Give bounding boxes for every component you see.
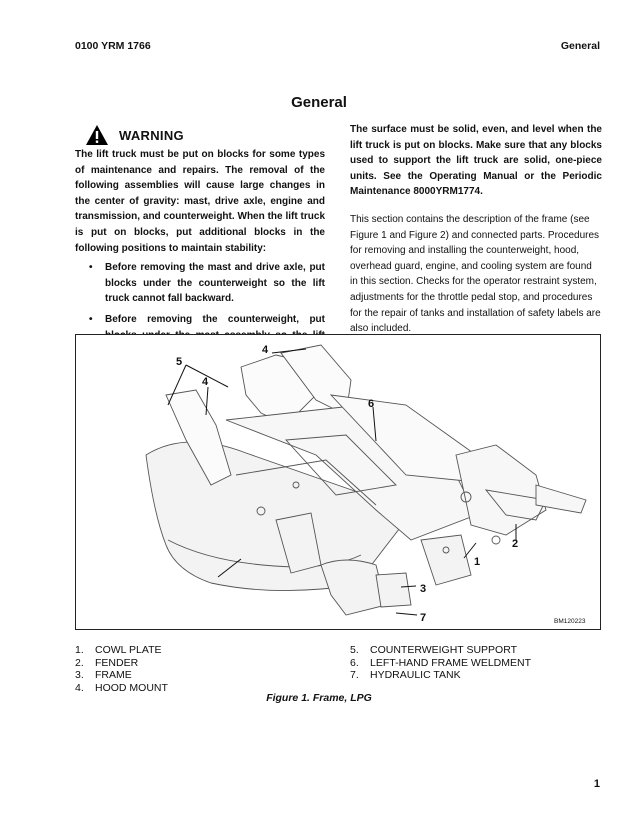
page-number: 1: [593, 778, 600, 790]
section-header: General: [560, 40, 600, 52]
legend-num: 3.: [75, 669, 84, 681]
callout-label: 3: [420, 583, 427, 595]
legend-label: HOOD MOUNT: [95, 681, 168, 694]
legend-label: HYDRAULIC TANK: [370, 669, 461, 681]
legend-item: [75, 669, 168, 682]
left-column: [75, 123, 325, 364]
legend-num: 7.: [350, 669, 359, 681]
right-column: [350, 122, 602, 337]
legend-num: 2.: [75, 656, 84, 669]
legend-item: [75, 644, 168, 657]
surface-warning-text: The surface must be solid, even, and level when the lift truck is put on blocks. Make sure that any blocks used to support the lift truck are solid, one-piece units. See the Operating Manual or the Periodic Maintenance 8000YRM1774.: [350, 124, 602, 198]
warning-icon: [85, 124, 109, 146]
legend-label: COWL PLATE: [95, 644, 162, 656]
callout-label: 2: [512, 538, 519, 550]
frame-drawing: [76, 335, 599, 628]
page-title: General: [291, 94, 347, 111]
legend-label: FRAME: [95, 669, 132, 681]
warning-heading: [85, 123, 325, 147]
legend-num: 6.: [350, 656, 359, 669]
callout-label: 5: [176, 356, 183, 368]
legend-num: 1.: [75, 644, 84, 656]
legend-item: [350, 669, 531, 682]
drawing-id: BM120223: [554, 618, 586, 625]
callout-label: 4: [202, 376, 209, 388]
frame-illustration: [75, 334, 601, 630]
document-code: 0100 YRM 1766: [75, 40, 151, 52]
callout-label: 1: [474, 556, 481, 568]
legend-item: [75, 657, 168, 670]
warning-bullet: • Before removing the counterweight, put: [75, 312, 325, 359]
legend-item: [350, 657, 531, 670]
legend-label: COUNTERWEIGHT SUPPORT: [370, 644, 518, 656]
legend-num: 5.: [350, 644, 359, 656]
warning-label: WARNING: [119, 127, 184, 143]
legend-left: [75, 644, 168, 694]
warning-text: The lift truck must be put on blocks for some types of maintenance and repairs. The removal of the following assemblies will cause large changes in the center of gravity: mast, drive axle, engine and transmission, and counterweight. When the lift truck is put on blocks, put additional blocks in the following positions to maintain stability:: [75, 149, 325, 254]
intro-paragraph: This section contains the description of the frame (see Figure 1 and Figure 2) and connected parts. Procedures for removing and installing the counterweight, hood, overhead guard, engine, and cooling system are found in this section. Checks for the operator restraint system, adjustments for the throttle pedal stop, and procedures for the repair of tanks and installation of safety labels are also included.: [350, 213, 601, 335]
callout-label: 4: [262, 344, 269, 356]
legend-right: [350, 644, 531, 682]
legend-item: [350, 644, 531, 657]
legend-num: 4.: [75, 681, 84, 694]
figure-caption: Figure 1. Frame, LPG: [266, 692, 372, 704]
warning-bullet: • Before removing the mast and drive axle, put blocks under the counterweight so the lift truck cannot fall backward.: [75, 260, 325, 307]
legend-label: FENDER: [95, 656, 139, 669]
callout-label: 7: [420, 612, 427, 624]
legend-label: LEFT-HAND FRAME WELDMENT: [370, 656, 532, 669]
callout-label: 6: [368, 398, 375, 410]
